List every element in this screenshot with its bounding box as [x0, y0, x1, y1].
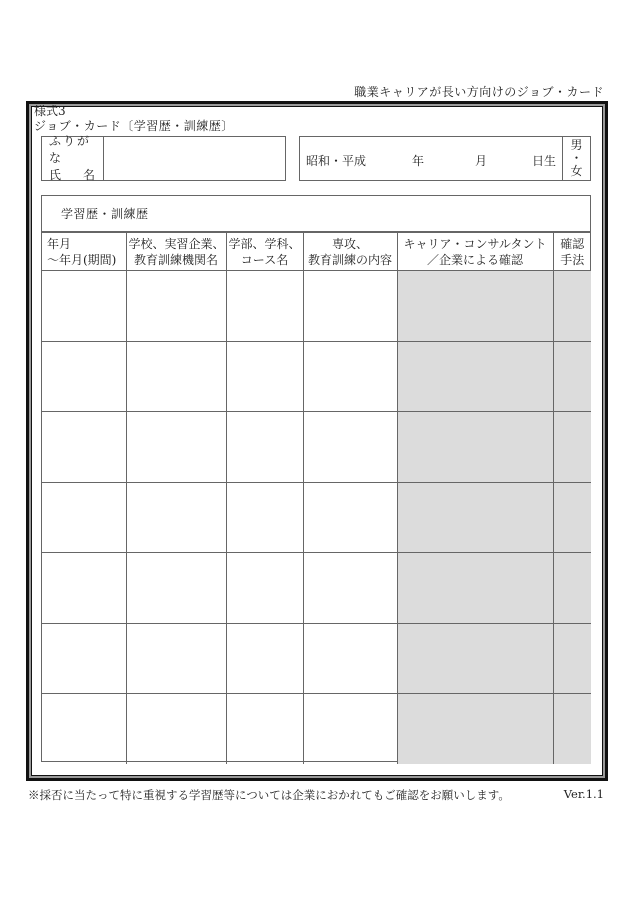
- column-header-method: 確認 手法: [553, 233, 591, 271]
- month-label: 月: [475, 154, 488, 168]
- table-row: [42, 623, 591, 694]
- table-row: [42, 412, 591, 483]
- card-title: ジョブ・カード〔学習歴・訓練歴〕: [34, 119, 234, 133]
- cell-department[interactable]: [226, 553, 303, 624]
- document-title: 職業キャリアが長い方向けのジョブ・カード: [354, 85, 604, 99]
- name-box: [41, 136, 286, 181]
- name-label-2: 名: [82, 168, 95, 182]
- history-table: [42, 232, 591, 764]
- birthdate-field[interactable]: [300, 137, 563, 180]
- cell-period[interactable]: [42, 341, 126, 412]
- cell-method[interactable]: [553, 482, 591, 553]
- cell-method[interactable]: [553, 694, 591, 765]
- table-row: [42, 341, 591, 412]
- cell-confirmation[interactable]: [397, 553, 553, 624]
- cell-department[interactable]: [226, 623, 303, 694]
- name-label-1: 氏: [49, 168, 62, 182]
- cell-major[interactable]: [303, 694, 397, 765]
- cell-major[interactable]: [303, 553, 397, 624]
- cell-institution[interactable]: [126, 341, 226, 412]
- cell-institution[interactable]: [126, 482, 226, 553]
- cell-method[interactable]: [553, 271, 591, 342]
- table-row: [42, 271, 591, 342]
- column-header-major: 専攻、 教育訓練の内容: [303, 233, 397, 271]
- cell-method[interactable]: [553, 623, 591, 694]
- cell-major[interactable]: [303, 271, 397, 342]
- cell-institution[interactable]: [126, 553, 226, 624]
- cell-method[interactable]: [553, 341, 591, 412]
- cell-period[interactable]: [42, 271, 126, 342]
- column-header-department: 学部、学科、 コース名: [226, 233, 303, 271]
- cell-department[interactable]: [226, 341, 303, 412]
- cell-method[interactable]: [553, 412, 591, 483]
- table-row: [42, 694, 591, 765]
- form-number: 様式3: [34, 104, 66, 118]
- cell-confirmation[interactable]: [397, 623, 553, 694]
- cell-department[interactable]: [226, 482, 303, 553]
- cell-institution[interactable]: [126, 271, 226, 342]
- cell-period[interactable]: [42, 482, 126, 553]
- column-header-confirmation: キャリア・コンサルタント ／企業による確認: [397, 233, 553, 271]
- day-label: 日生: [532, 154, 557, 168]
- cell-period[interactable]: [42, 412, 126, 483]
- furigana-label: ふりがな: [49, 134, 92, 165]
- column-header-institution: 学校、実習企業、 教育訓練機関名: [126, 233, 226, 271]
- sex-separator: ・: [570, 151, 583, 165]
- birthdate-box: [299, 136, 591, 181]
- cell-confirmation[interactable]: [397, 271, 553, 342]
- cell-department[interactable]: [226, 271, 303, 342]
- shimei-label: [49, 167, 95, 184]
- cell-institution[interactable]: [126, 412, 226, 483]
- name-label: [42, 134, 104, 182]
- cell-major[interactable]: [303, 341, 397, 412]
- history-section: [41, 195, 591, 762]
- cell-department[interactable]: [226, 412, 303, 483]
- cell-confirmation[interactable]: [397, 694, 553, 765]
- footnote: ※採否に当たって特に重視する学習歴等については企業におかれてもご確認をお願いします。: [28, 788, 510, 802]
- name-field[interactable]: [104, 137, 285, 180]
- year-label: 年: [412, 154, 425, 168]
- cell-period[interactable]: [42, 623, 126, 694]
- cell-confirmation[interactable]: [397, 341, 553, 412]
- cell-institution[interactable]: [126, 694, 226, 765]
- cell-institution[interactable]: [126, 623, 226, 694]
- cell-major[interactable]: [303, 482, 397, 553]
- era-label: 昭和・平成: [306, 154, 367, 168]
- cell-department[interactable]: [226, 694, 303, 765]
- cell-major[interactable]: [303, 623, 397, 694]
- cell-method[interactable]: [553, 553, 591, 624]
- cell-major[interactable]: [303, 412, 397, 483]
- sex-field[interactable]: [563, 137, 590, 180]
- version-label: Ver.1.1: [563, 787, 604, 801]
- table-header-row: [42, 233, 591, 271]
- table-row: [42, 482, 591, 553]
- sex-male: 男: [570, 138, 583, 152]
- column-header-period: 年月 ～年月(期間): [42, 233, 126, 271]
- cell-period[interactable]: [42, 553, 126, 624]
- table-row: [42, 553, 591, 624]
- cell-confirmation[interactable]: [397, 482, 553, 553]
- sex-female: 女: [570, 164, 583, 178]
- cell-confirmation[interactable]: [397, 412, 553, 483]
- section-title: 学習歴・訓練歴: [42, 196, 590, 232]
- cell-period[interactable]: [42, 694, 126, 765]
